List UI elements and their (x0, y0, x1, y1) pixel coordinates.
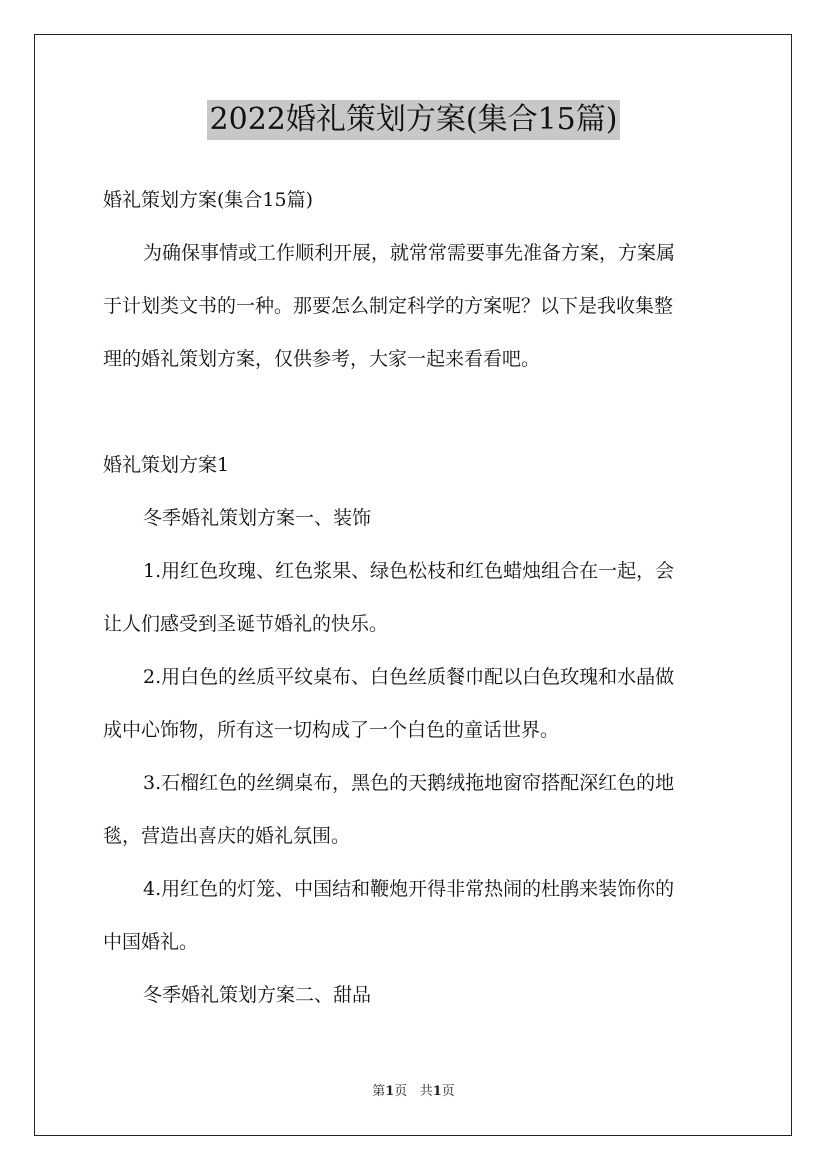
intro-line-3: 理的婚礼策划方案，仅供参考，大家一起来看看吧。 (103, 348, 541, 370)
item-3-line-1: 3.石榴红色的丝绸桌布，黑色的天鹅绒拖地窗帘搭配深红色的地 (143, 772, 675, 794)
item-3-line-2: 毯，营造出喜庆的婚礼氛围。 (103, 825, 351, 847)
page-footer (0, 1082, 827, 1102)
footer-page-mid: 页 共 (394, 1084, 433, 1099)
item-2-line-2: 成中心饰物，所有这一切构成了一个白色的童话世界。 (103, 719, 560, 741)
document-title: 2022婚礼策划方案(集合15篇) (207, 100, 621, 140)
item-1-line-1: 1.用红色玫瑰、红色浆果、绿色松枝和红色蜡烛组合在一起，会 (143, 560, 675, 582)
part-two-heading: 冬季婚礼策划方案二、甜品 (143, 984, 372, 1006)
footer-page-total: 1 (432, 1084, 442, 1099)
item-1-line-2: 让人们感受到圣诞节婚礼的快乐。 (103, 613, 389, 635)
paragraph-gap (103, 386, 727, 439)
document-body (103, 174, 727, 1022)
intro-line-1: 为确保事情或工作顺利开展，就常常需要事先准备方案，方案属 (143, 242, 676, 264)
part-one-heading: 冬季婚礼策划方案一、装饰 (143, 507, 372, 529)
intro-line-2: 于计划类文书的一种。那要怎么制定科学的方案呢？以下是我收集整 (103, 295, 674, 317)
footer-page-prefix: 第 (372, 1084, 386, 1099)
section-heading: 婚礼策划方案1 (103, 454, 230, 476)
item-4-line-2: 中国婚礼。 (103, 931, 199, 953)
footer-page-suffix: 页 (441, 1084, 455, 1099)
footer-page-number: 1 (385, 1084, 395, 1099)
item-4-line-1: 4.用红色的灯笼、中国结和鞭炮开得非常热闹的杜鹃来装饰你的 (143, 878, 675, 900)
title-container (0, 100, 827, 140)
document-subtitle: 婚礼策划方案(集合15篇) (103, 189, 314, 211)
item-2-line-1: 2.用白色的丝质平纹桌布、白色丝质餐巾配以白色玫瑰和水晶做 (143, 666, 675, 688)
